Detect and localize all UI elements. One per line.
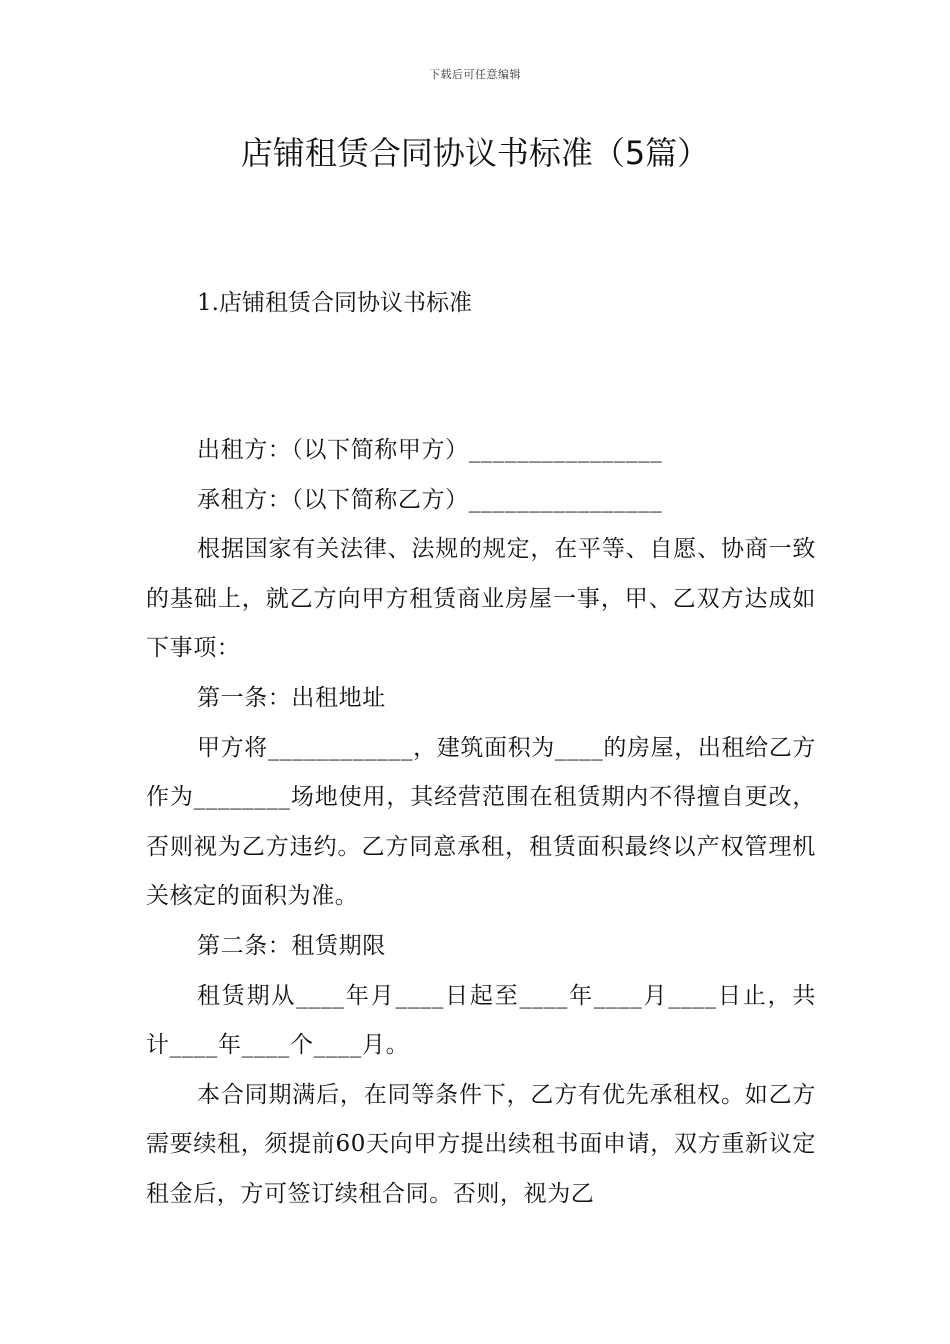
lessee-line: 承租方：（以下简称乙方）________________ <box>197 486 663 513</box>
renewal-paragraph: 本合同期满后，在同等条件下，乙方有优先承租权。如乙方需要续租，须提前60天向甲方提出续租书面申请，双方重新议定租金后，方可签订续租合同。否则，视为乙 <box>146 1081 816 1207</box>
document-body <box>146 426 816 1220</box>
article-2-heading: 第二条：租赁期限 <box>197 932 386 959</box>
article-1-heading: 第一条：出租地址 <box>197 684 386 711</box>
article-2-body: 租赁期从____年月____日起至____年____月____日止，共计____年____个____月。 <box>146 982 816 1059</box>
lessor-line: 出租方：（以下简称甲方）________________ <box>197 437 663 463</box>
document-title: 店铺租赁合同协议书标准（5篇） <box>240 134 710 172</box>
article-1-body: 甲方将____________，建筑面积为____的房屋，出租给乙方作为________场地使用，其经营范围在租赁期内不得擅自更改，否则视为乙方违约。乙方同意承租，租赁面积最终以产权管理机关核定的面积为准。 <box>146 734 816 910</box>
section-heading: 1.店铺租赁合同协议书标准 <box>197 290 472 316</box>
preamble-paragraph: 根据国家有关法律、法规的规定，在平等、自愿、协商一致的基础上，就乙方向甲方租赁商业房屋一事，甲、乙双方达成如下事项： <box>146 536 816 662</box>
page-header-note: 下载后可任意编辑 <box>429 68 521 81</box>
